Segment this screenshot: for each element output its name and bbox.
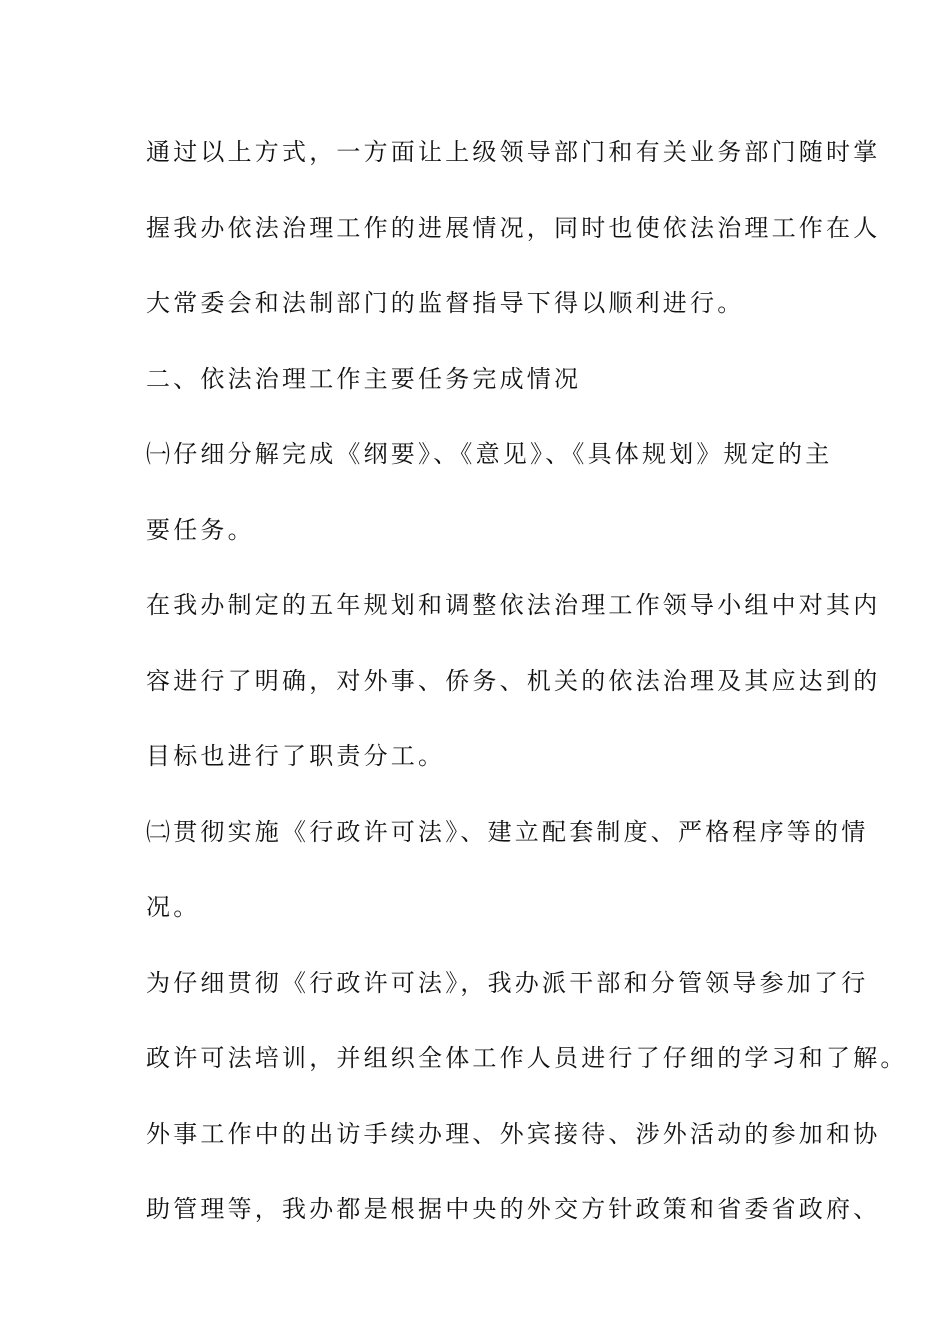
text-line-7: 在我办制定的五年规划和调整依法治理工作领导小组中对其内 xyxy=(146,591,881,619)
subsection-heading-2-cont: 况。 xyxy=(146,893,201,921)
subsection-heading-1-cont: 要任务。 xyxy=(146,515,255,544)
text-line-9: 目标也进行了职责分工。 xyxy=(146,742,446,770)
text-line-14: 外事工作中的出访手续办理、外宾接待、涉外活动的参加和协 xyxy=(146,1119,881,1148)
text-line-2: 握我办依法治理工作的进展情况，同时也使依法治理工作在人 xyxy=(146,213,881,242)
section-heading: 二、依法治理工作主要任务完成情况 xyxy=(146,364,582,393)
text-line-12: 为仔细贯彻《行政许可法》，我办派干部和分管领导参加了行 xyxy=(146,968,869,997)
subsection-heading-2: ㈡贯彻实施《行政许可法》、建立配套制度、严格程序等的情 xyxy=(146,817,869,846)
text-line-1: 通过以上方式，一方面让上级领导部门和有关业务部门随时掌 xyxy=(146,138,881,166)
text-line-8: 容进行了明确，对外事、侨务、机关的依法治理及其应达到的 xyxy=(146,666,881,695)
subsection-heading-1: ㈠仔细分解完成《纲要》、《意见》、《具体规划》规定的主 xyxy=(146,440,833,468)
text-line-15: 助管理等，我办都是根据中央的外交方针政策和省委省政府、 xyxy=(146,1195,881,1223)
document-body xyxy=(146,127,908,1260)
text-line-13: 政许可法培训，并组织全体工作人员进行了仔细的学习和了解。 xyxy=(146,1044,908,1072)
text-line-3: 大常委会和法制部门的监督指导下得以顺利进行。 xyxy=(146,289,745,317)
